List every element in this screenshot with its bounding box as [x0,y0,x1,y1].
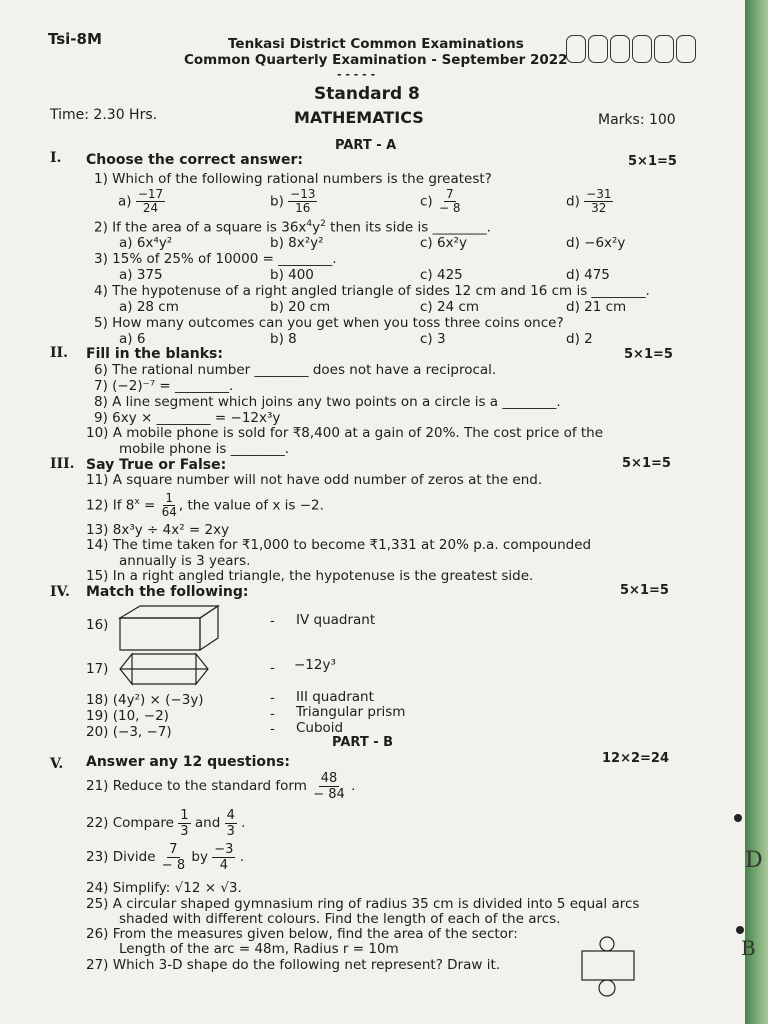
section-3-roman: III. [50,456,75,472]
q5-option-d: d) 2 [566,331,593,347]
time-label: Time: 2.30 Hrs. [50,107,158,123]
district-title: Tenkasi District Common Examinations [228,36,524,52]
standard-title: Standard 8 [314,84,420,104]
question-7: 7) (−2)⁻⁷ = ________. [94,378,234,394]
match-right-4: Triangular prism [296,704,406,720]
question-14: 14) The time taken for ₹1,000 to become ₹1,331 at 20% p.a. compounded [86,537,592,553]
section-4-title: Match the following: [86,584,249,600]
exam-title: Common Quarterly Examination - September 2022 [184,52,568,68]
section-1-roman: I. [50,150,62,166]
question-21: 21) Reduce to the standard form $\frac{48}{- 84}$ . [86,770,356,802]
question-25: 25) A circular shaped gymnasium ring of radius 35 cm is divided into 5 equal arcs [86,896,640,912]
question-25-continued: shaded with different colours. Find the length of each of the arcs. [119,911,561,927]
q4-option-d: d) 21 cm [566,299,627,315]
header-dashes: - - - - - [337,68,376,81]
question-1: 1) Which of the following rational numbers is the greatest? [94,171,492,187]
q5-option-a: a) 6 [119,331,146,347]
background-page-edge [741,0,768,1024]
question-17: 17) [86,661,109,677]
match-dash-1: - [270,613,275,629]
question-8: 8) A line segment which joins any two points on a circle is a ________. [94,394,561,410]
section-5-marks: 12×2=24 [602,751,670,766]
q1-option-c: c) $\frac{7}{- 8}$ [420,187,461,215]
triangular-prism-figure [118,652,210,686]
question-5: 5) How many outcomes can you get when you toss three coins once? [94,315,564,331]
match-right-5: Cuboid [296,720,344,736]
section-5-title: Answer any 12 questions: [86,754,290,770]
question-12: 12) If $8^x$ = $\frac{1}{64}$ , the value of x is −2. [86,491,324,519]
section-4-roman: IV. [50,584,70,600]
question-10-continued: mobile phone is ________. [119,441,289,457]
section-2-title: Fill in the blanks: [86,346,223,362]
q1-option-a: a) $\frac{-17}{24}$ [118,187,164,215]
question-27: 27) Which 3-D shape do the following net represent? Draw it. [86,957,501,973]
match-right-2: −12y³ [294,657,336,673]
question-16: 16) [86,617,109,633]
question-19: 19) (10, −2) [86,708,169,724]
q1-option-b: b) $\frac{-13}{16}$ [270,187,316,215]
question-26-continued: Length of the arc = 48m, Radius r = 10m [119,941,399,957]
binder-hole [736,926,744,934]
q3-option-b: b) 400 [270,267,314,283]
q2-option-d: d) −6x²y [566,235,626,251]
question-2: 2) If the area of a square is $36x^4y^2$ then its side is ________. [94,219,491,236]
subject-title: MATHEMATICS [294,108,424,127]
section-4-marks: 5×1=5 [620,583,669,598]
register-number-boxes [566,35,696,63]
q1-option-d: d) $\frac{-31}{32}$ [566,187,612,215]
question-26: 26) From the measures given below, find the area of the sector: [86,926,518,942]
q2-option-b: b) 8x²y² [270,235,324,251]
q3-option-c: c) 425 [420,267,463,283]
paper-code: Tsi-8M [48,30,102,48]
section-2-marks: 5×1=5 [624,347,673,362]
question-22: 22) Compare $\frac{1}{3}$ and $\frac{4}{3}$ . [86,807,246,839]
match-dash-2: - [270,660,275,676]
cylinder-net-figure [580,936,640,998]
question-9: 9) 6xy × ________ = −12x³y [94,410,281,426]
match-dash-3: - [270,690,275,706]
question-13: 13) 8x³y ÷ 4x² = 2xy [86,522,230,538]
match-right-1: IV quadrant [296,612,376,628]
section-3-marks: 5×1=5 [622,456,671,471]
question-11: 11) A square number will not have odd number of zeros at the end. [86,472,543,488]
question-15: 15) In a right angled triangle, the hypotenuse is the greatest side. [86,568,534,584]
section-1-title: Choose the correct answer: [86,152,303,168]
q4-option-a: a) 28 cm [119,299,179,315]
binder-hole [734,814,742,822]
question-24: 24) Simplify: √12 × √3. [86,880,242,896]
match-dash-4: - [270,706,275,722]
cuboid-figure [118,604,220,652]
question-6: 6) The rational number ________ does not have a reciprocal. [94,362,497,378]
q2-option-c: c) 6x²y [420,235,467,251]
question-4: 4) The hypotenuse of a right angled triangle of sides 12 cm and 16 cm is ________. [94,283,650,299]
question-20: 20) (−3, −7) [86,724,172,740]
section-3-title: Say True or False: [86,457,227,473]
q5-option-c: c) 3 [420,331,446,347]
q4-option-b: b) 20 cm [270,299,331,315]
section-5-roman: V. [50,756,64,772]
match-right-3: III quadrant [296,689,374,705]
section-2-roman: II. [50,345,68,361]
question-23: 23) Divide $\frac{7}{- 8}$ by $\frac{-3}{4}$ . [86,841,245,873]
q2-option-a: a) 6x⁴y² [119,235,173,251]
question-10: 10) A mobile phone is sold for ₹8,400 at a gain of 20%. The cost price of the [86,425,604,441]
q3-option-d: d) 475 [566,267,610,283]
part-b-title: PART - B [332,735,394,750]
marks-label: Marks: 100 [598,112,676,128]
q3-option-a: a) 375 [119,267,163,283]
question-3: 3) 15% of 25% of 10000 = ________. [94,251,337,267]
margin-letter-d: D [745,848,763,873]
part-a-title: PART - A [335,138,397,153]
q5-option-b: b) 8 [270,331,297,347]
match-dash-5: - [270,721,275,737]
q4-option-c: c) 24 cm [420,299,480,315]
question-18: 18) (4y²) × (−3y) [86,692,204,708]
section-1-marks: 5×1=5 [628,154,677,169]
margin-letter-b: B [741,936,756,960]
question-14-continued: annually is 3 years. [119,553,251,569]
